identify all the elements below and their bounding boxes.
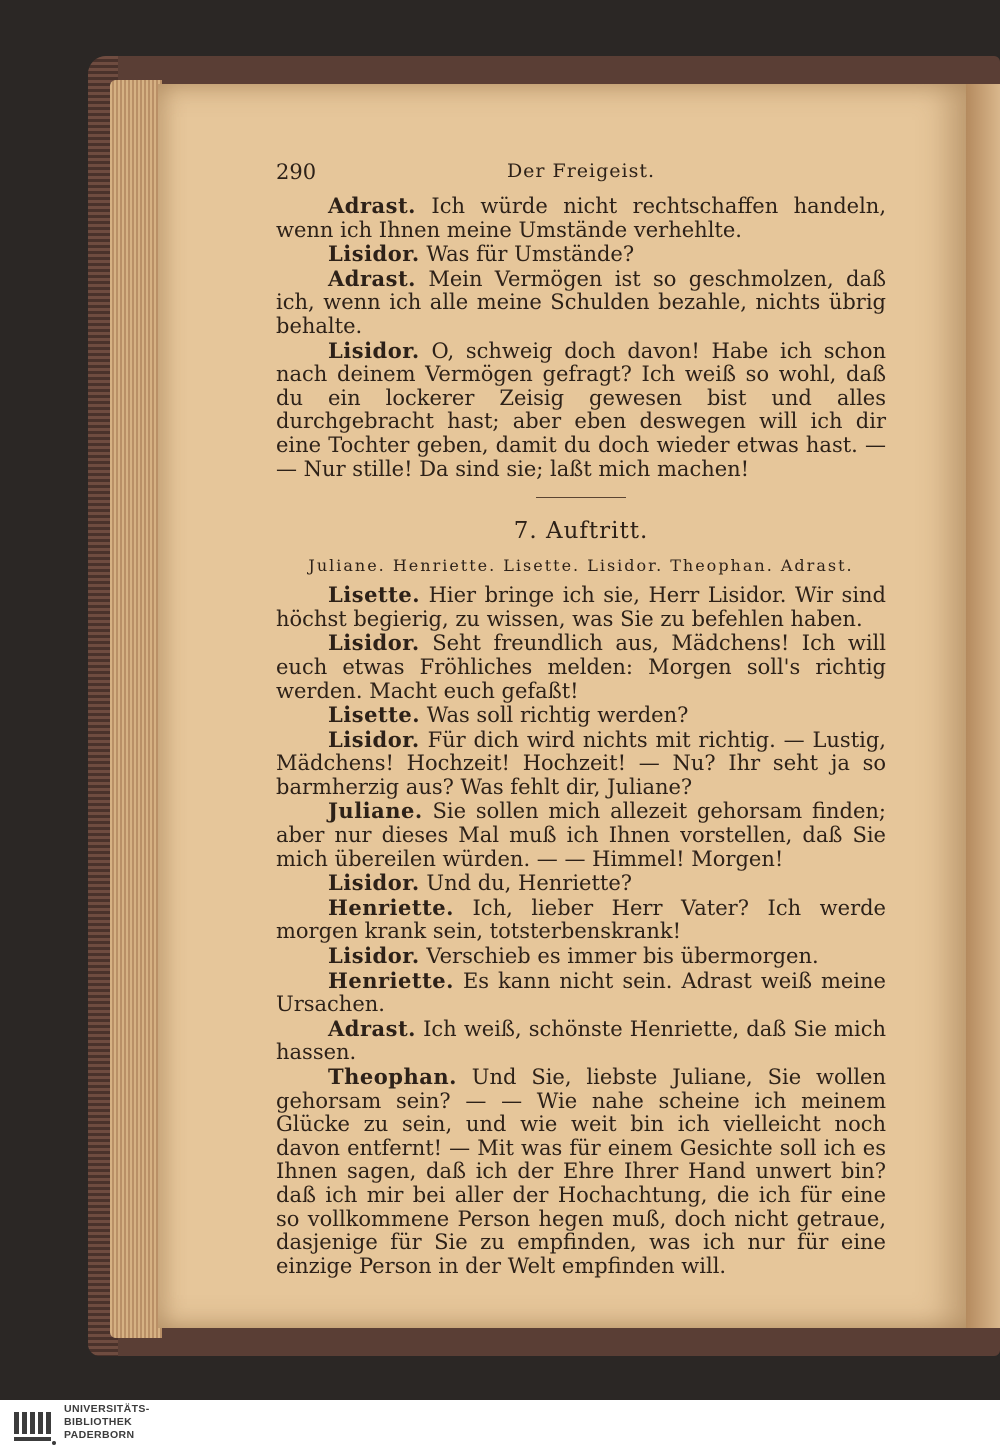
dialogue-line [276, 896, 886, 944]
speaker-name: Theophan. [328, 1064, 457, 1089]
speaker-name: Lisidor. [328, 337, 420, 363]
dialogue-text: Es kann nicht sein. Adrast weiß meine Ursachen. [276, 968, 886, 1017]
facing-page-edge [966, 84, 1000, 1328]
dialogue-text: Sie sollen mich allezeit gehorsam finden; aber nur dieses Mal muß ich Ihnen vorstellen, daß Sie mich übereilen würden. — — Himmel! Morgen! [276, 799, 886, 871]
library-footer [0, 1400, 1000, 1450]
dialogue-line [276, 871, 886, 896]
speaker-name: Lisidor. [328, 870, 420, 896]
dialogue-text: Ich, lieber Herr Vater? Ich werde morgen krank sein, totsterbenskrank! [276, 895, 886, 944]
library-logo-icon [10, 1408, 56, 1446]
library-line-1: UNIVERSITÄTS- [64, 1403, 150, 1415]
dialogue-line [276, 969, 886, 1017]
dialogue-text: Was soll richtig werden? [426, 703, 689, 728]
library-name [64, 1403, 150, 1442]
dialogue-text: Und du, Henriette? [426, 871, 633, 896]
speaker-name: Adrast. [328, 193, 416, 218]
library-line-3: PADERBORN [64, 1429, 135, 1441]
speaker-name: Lisidor. [328, 726, 420, 752]
dialogue-text: Verschieb es immer bis übermorgen. [426, 944, 819, 969]
speaker-name: Henriette. [328, 967, 454, 993]
page-header [276, 160, 886, 194]
dialogue-line [276, 703, 886, 728]
dialogue-text: Und Sie, liebste Juliane, Sie wollen gehorsam sein? — — Wie nahe scheine ich meinem Glücke zu sein, und wie weit bin ich vielleicht noch davon entfernt! — Mit was für einem Gesichte soll ich es Ihnen sagen, daß ich der Ehre Ihrer Hand unwert bin? daß ich mir bei aller der Hochachtung, die ich für eine so vollkommene Person hegen muß, doch nicht getraue, dasjenige für Sie zu empfinden, was ich nur für eine einzige Person in der Welt empfinden will. [276, 1065, 886, 1278]
dialogue-line [276, 631, 886, 703]
speaker-name: Juliane. [328, 798, 423, 824]
speaker-name: Adrast. [328, 265, 416, 291]
dialogue-line [276, 339, 886, 482]
dialogue-line [276, 1065, 886, 1278]
dialogue-text: Mein Vermögen ist so geschmolzen, daß ich, wenn ich alle meine Schulden bezahle, nichts übrig behalte. [276, 266, 886, 338]
dialogue-text: Seht freundlich aus, Mädchens! Ich will euch etwas Fröhliches melden: Morgen soll's richtig werden. Macht euch gefaßt! [276, 631, 886, 703]
dialogue-text: Für dich wird nichts mit richtig. — Lustig, Mädchens! Hochzeit! Hochzeit! — Nu? Ihr seht ja so barmherzig aus? Was fehlt dir, Juliane? [276, 727, 886, 799]
dialogue-line [276, 242, 886, 267]
page-number: 290 [276, 160, 317, 184]
speaker-name: Lisette. [328, 702, 420, 728]
library-line-2: BIBLIOTHEK [64, 1416, 133, 1428]
page-edges [110, 80, 162, 1338]
page-text-block [276, 160, 886, 1278]
scene-cast: Juliane. Henriette. Lisette. Lisidor. Theophan. Adrast. [308, 556, 854, 576]
scene-title: 7. Auftritt. [513, 518, 649, 545]
dialogue-text: Was für Umstände? [426, 242, 635, 267]
dialogue-line [276, 728, 886, 800]
dialogue-text: Ich würde nicht rechtschaffen handeln, wenn ich Ihnen meine Umstände verhehlte. [276, 194, 886, 242]
dialogue-line [276, 944, 886, 969]
dialogue-line [276, 194, 886, 242]
speaker-name: Lisidor. [328, 630, 420, 656]
speaker-name: Adrast. [328, 1015, 416, 1041]
dialogue-line [276, 583, 886, 631]
dialogue-after [276, 583, 886, 1278]
speaker-name: Lisidor. [328, 943, 420, 969]
dialogue-text: Hier bringe ich sie, Herr Lisidor. Wir sind höchst begierig, zu wissen, was Sie zu befehlen haben. [276, 583, 886, 631]
speaker-name: Lisette. [328, 582, 420, 608]
running-head: Der Freigeist. [506, 160, 656, 182]
speaker-name: Lisidor. [328, 241, 420, 267]
dialogue-line [276, 267, 886, 339]
dialogue-text: O, schweig doch davon! Habe ich schon nach deinem Vermögen gefragt? Ich weiß so wohl, daß du ein lockerer Zeisig gewesen bist und alles durchgebracht hast; aber eben deswegen will ich dir eine Tochter geben, damit du doch wieder etwas hast. — — Nur stille! Da sind sie; laßt mich machen! [276, 338, 886, 481]
dialogue-before [276, 194, 886, 481]
dialogue-line [276, 799, 886, 871]
speaker-name: Henriette. [328, 894, 454, 920]
section-divider [536, 497, 626, 498]
dialogue-line [276, 1017, 886, 1065]
dialogue-text: Ich weiß, schönste Henriette, daß Sie mich hassen. [276, 1016, 886, 1065]
